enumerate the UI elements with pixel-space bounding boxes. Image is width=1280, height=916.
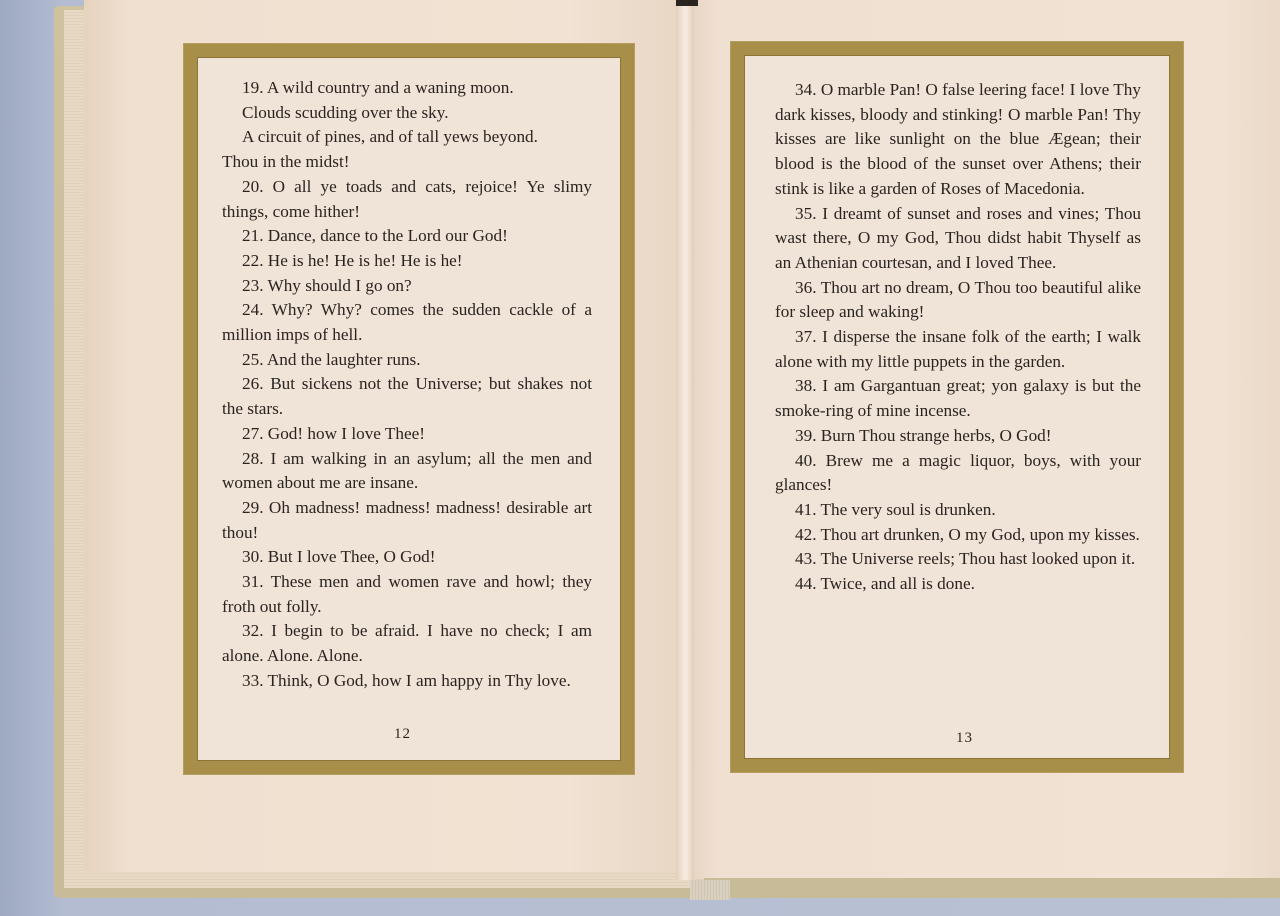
verse-text: Thou art no dream, O Thou too beautiful alike for sleep and waking! (775, 277, 1141, 322)
verse-number: 22. (242, 250, 264, 270)
verse (775, 424, 1141, 449)
page-number: 12 (394, 726, 411, 742)
verse-number: 27. (242, 423, 264, 443)
verse (222, 669, 592, 694)
verse-number: 43. (795, 549, 817, 569)
verse-number: 36. (795, 277, 817, 297)
verse-number: 23. (242, 275, 264, 295)
verse-text: Why? Why? comes the sudden cackle of a million imps of hell. (222, 300, 592, 345)
verse-text: I disperse the insane folk of the earth; I walk alone with my little puppets in the garden. (775, 327, 1142, 371)
verse-text: I am walking in an asylum; all the men and women about me are insane. (222, 448, 592, 493)
verse-number: 26. (242, 374, 264, 394)
verse (222, 298, 592, 347)
verse-text: Why should I go on? (267, 275, 412, 295)
right-page-text (775, 78, 1141, 597)
verse (222, 274, 592, 299)
verse-text: These men and women rave and howl; they froth out folly. (222, 572, 592, 616)
verse (775, 374, 1141, 423)
verse-text: Think, O God, how I am happy in Thy love. (267, 670, 571, 690)
verse-text: O marble Pan! O false leering face! I love Thy dark kisses, bloody and stinking! O marble Pan! Thy kisses are like sunlight on the blue Ægean; their blood is the blood of the sunset over Athens; their stink is like a garden of Roses of Macedonia. (775, 80, 1141, 198)
verse (222, 348, 592, 373)
verse-text: Burn Thou strange herbs, O God! (820, 425, 1052, 445)
verse (222, 422, 592, 447)
verse-number: 29. (242, 497, 264, 517)
verse-text: But sickens not the Universe; but shakes not the stars. (222, 374, 592, 419)
verse-number: 33. (242, 670, 264, 690)
verse-text: A circuit of pines, and of tall yews beyond. (242, 127, 538, 147)
verse-number: 20. (242, 176, 264, 196)
verse (222, 570, 592, 619)
verse (222, 76, 592, 175)
verse (222, 447, 592, 496)
bookmark-ribbon (690, 880, 730, 900)
verse-text: O all ye toads and cats, rejoice! Ye slimy things, come hither! (222, 176, 592, 221)
verse-text: The very soul is drunken. (820, 499, 996, 519)
verse-number: 30. (242, 547, 264, 567)
verse-text: I am Gargantuan great; yon galaxy is but the smoke-ring of mine incense. (775, 376, 1142, 421)
verse (222, 372, 592, 421)
verse-text: Brew me a magic liquor, boys, with your glances! (775, 450, 1142, 495)
verse-number: 25. (242, 349, 264, 369)
verse-number: 34. (795, 80, 817, 99)
page-number: 13 (956, 730, 973, 746)
verse-text: Thou in the midst! (222, 152, 350, 172)
verse-text: He is he! He is he! He is he! (267, 250, 463, 270)
verse-number: 40. (795, 450, 817, 470)
verse-number: 38. (795, 376, 817, 396)
verse (775, 202, 1141, 276)
verse-number: 41. (795, 499, 817, 519)
verse-number: 28. (242, 448, 264, 468)
spine-top (676, 0, 698, 6)
verse-text: The Universe reels; Thou hast looked upon it. (820, 549, 1136, 569)
left-page-text (222, 76, 592, 694)
verse (775, 78, 1141, 202)
verse-number: 21. (242, 226, 264, 246)
verse-number: 24. (242, 300, 264, 320)
verse-text: God! how I love Thee! (267, 423, 425, 443)
verse-text: I dreamt of sunset and roses and vines; Thou wast there, O my God, Thou didst habit Thyself as an Athenian courtesan, and I loved Thee. (775, 203, 1142, 272)
verse (222, 545, 592, 570)
verse-text: Clouds scudding over the sky. (242, 102, 449, 122)
verse-text: A wild country and a waning moon. (266, 78, 514, 97)
verse (222, 224, 592, 249)
verse-text: Dance, dance to the Lord our God! (267, 226, 508, 246)
verse-text: Thou art drunken, O my God, upon my kisses. (820, 524, 1140, 544)
verse-number: 31. (242, 572, 264, 592)
verse-number: 37. (795, 327, 817, 347)
verse-number: 19. (242, 78, 264, 97)
verse (222, 496, 592, 545)
book-gutter (676, 0, 694, 880)
verse-number: 32. (242, 621, 264, 641)
verse-number: 35. (795, 203, 817, 223)
verse-number: 44. (795, 574, 817, 594)
verse (775, 547, 1141, 572)
verse (222, 619, 592, 668)
verse (775, 572, 1141, 597)
verse (775, 325, 1141, 374)
verse-text: And the laughter runs. (266, 349, 421, 369)
verse (775, 449, 1141, 498)
verse (222, 175, 592, 224)
verse-number: 42. (795, 524, 817, 544)
verse-number: 39. (795, 425, 817, 445)
verse-text: Oh madness! madness! madness! desirable art thou! (222, 497, 592, 542)
verse-text: Twice, and all is done. (820, 574, 975, 594)
verse (775, 498, 1141, 523)
verse (222, 249, 592, 274)
verse-text: But I love Thee, O God! (267, 547, 436, 567)
verse-text: I begin to be afraid. I have no check; I am alone. Alone. Alone. (222, 621, 593, 666)
verse (775, 523, 1141, 548)
verse (775, 276, 1141, 325)
